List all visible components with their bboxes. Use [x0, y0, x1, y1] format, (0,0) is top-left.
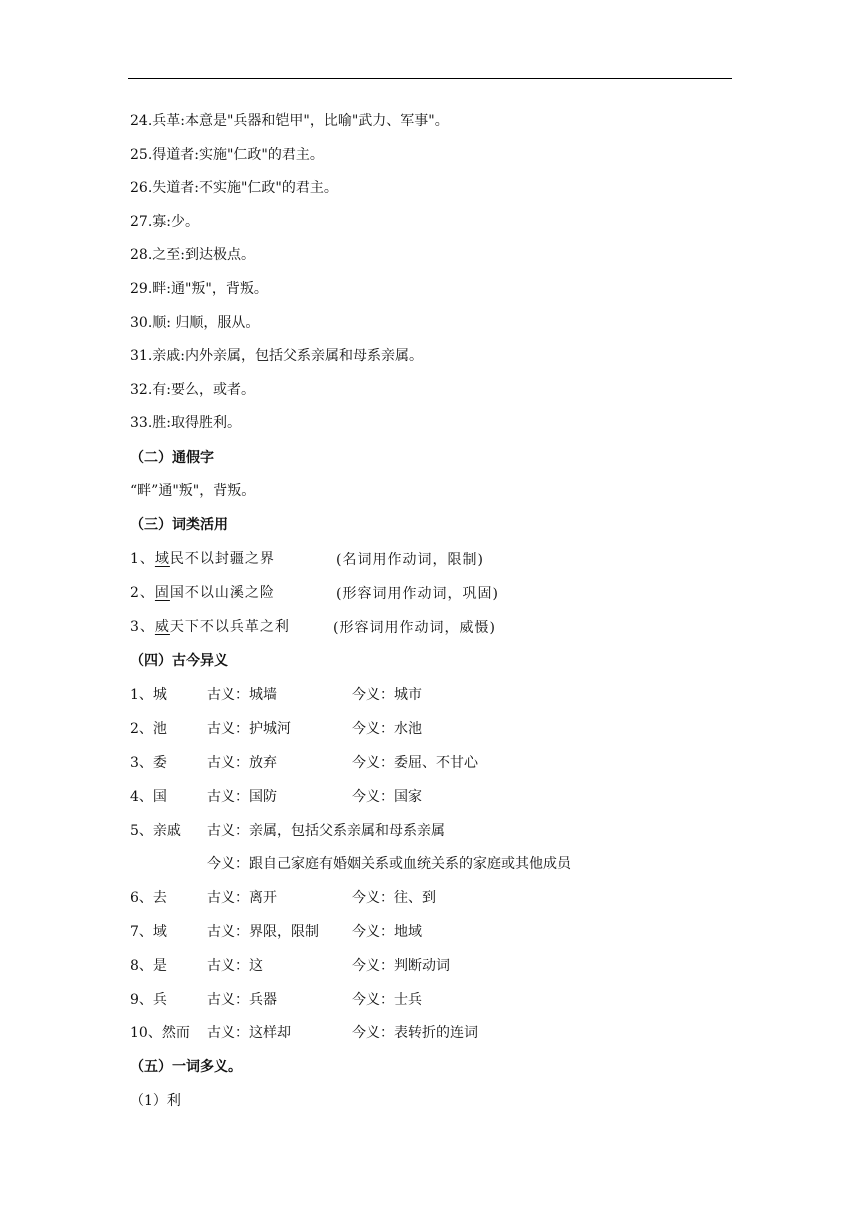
gujin-ancient-meaning: 古义：兵器: [207, 992, 277, 1008]
note-29: 29.畔:通"叛"，背叛。: [130, 281, 268, 297]
cilei-key-word: 固: [154, 585, 170, 601]
cilei-num: 1、: [130, 551, 155, 567]
gujin-ancient-meaning: 古义：放弃: [207, 755, 277, 771]
duoyi-item-1: （1）利: [130, 1093, 181, 1109]
gujin-word: 3、委: [130, 755, 167, 771]
cilei-phrase: 国不以山溪之险: [169, 585, 275, 601]
cilei-key-word: 域: [154, 551, 170, 567]
cilei-note: (形容词用作动词，巩固): [336, 586, 499, 602]
section-heading-cilei: （三）词类活用: [130, 517, 228, 533]
gujin-modern-meaning: 今义：水池: [352, 721, 422, 737]
gujin-modern-meaning: 今义：国家: [352, 789, 422, 805]
section-heading-gujin: （四）古今异义: [130, 653, 228, 669]
gujin-word: 7、域: [130, 924, 167, 940]
gujin-ancient-meaning: 古义：护城河: [207, 721, 291, 737]
cilei-num: 2、: [130, 585, 155, 601]
gujin-word: 6、去: [130, 890, 167, 906]
cilei-item: [130, 617, 290, 637]
gujin-word: 5、亲戚: [130, 823, 181, 839]
cilei-item: [130, 549, 275, 569]
gujin-ancient-meaning: 古义：这: [207, 958, 263, 974]
note-24: 24.兵革:本意是"兵器和铠甲"，比喻"武力、军事"。: [130, 113, 449, 129]
gujin-ancient-meaning: 古义：离开: [207, 890, 277, 906]
gujin-word: 4、国: [130, 789, 167, 805]
gujin-word: 8、是: [130, 958, 167, 974]
cilei-note: (名词用作动词，限制): [336, 552, 484, 568]
gujin-ancient-meaning: 古义：城墙: [207, 687, 277, 703]
section-heading-duoyi: （五）一词多义。: [130, 1059, 242, 1075]
note-26: 26.失道者:不实施"仁政"的君主。: [130, 180, 338, 196]
gujin-modern-meaning-long: 今义：跟自己家庭有婚姻关系或血统关系的家庭或其他成员: [207, 856, 571, 872]
gujin-word: 9、兵: [130, 992, 167, 1008]
note-27: 27.寡:少。: [130, 214, 199, 230]
cilei-key-word: 威: [154, 619, 170, 635]
gujin-ancient-meaning: 古义：亲属，包括父系亲属和母系亲属: [207, 823, 445, 839]
note-31: 31.亲戚:内外亲属，包括父系亲属和母系亲属。: [130, 348, 423, 364]
gujin-modern-meaning: 今义：判断动词: [352, 958, 450, 974]
gujin-word: 10、然而: [130, 1025, 190, 1041]
gujin-ancient-meaning: 古义：界限，限制: [207, 924, 319, 940]
note-32: 32.有:要么，或者。: [130, 382, 255, 398]
note-28: 28.之至:到达极点。: [130, 247, 255, 263]
tongjia-text: “畔”通"叛"，背叛。: [130, 483, 256, 499]
note-33: 33.胜:取得胜利。: [130, 415, 241, 431]
gujin-word: 2、池: [130, 721, 167, 737]
cilei-note: (形容词用作动词，威慑): [333, 620, 496, 636]
gujin-modern-meaning: 今义：地域: [352, 924, 422, 940]
gujin-modern-meaning: 今义：往、到: [352, 890, 436, 906]
gujin-modern-meaning: 今义：表转折的连词: [352, 1025, 478, 1041]
gujin-modern-meaning: 今义：士兵: [352, 992, 422, 1008]
note-30: 30.顺: 归顺，服从。: [130, 315, 260, 331]
gujin-ancient-meaning: 古义：这样却: [207, 1025, 291, 1041]
cilei-num: 3、: [130, 619, 155, 635]
section-heading-tongjia: （二）通假字: [130, 450, 214, 466]
gujin-ancient-meaning: 古义：国防: [207, 789, 277, 805]
note-25: 25.得道者:实施"仁政"的君主。: [130, 147, 324, 163]
cilei-item: [130, 583, 275, 603]
header-rule: [128, 78, 732, 79]
gujin-modern-meaning: 今义：委屈、不甘心: [352, 755, 478, 771]
gujin-modern-meaning: 今义：城市: [352, 687, 422, 703]
gujin-word: 1、城: [130, 687, 167, 703]
cilei-phrase: 民不以封疆之界: [169, 551, 275, 567]
cilei-phrase: 天下不以兵革之利: [169, 619, 290, 635]
